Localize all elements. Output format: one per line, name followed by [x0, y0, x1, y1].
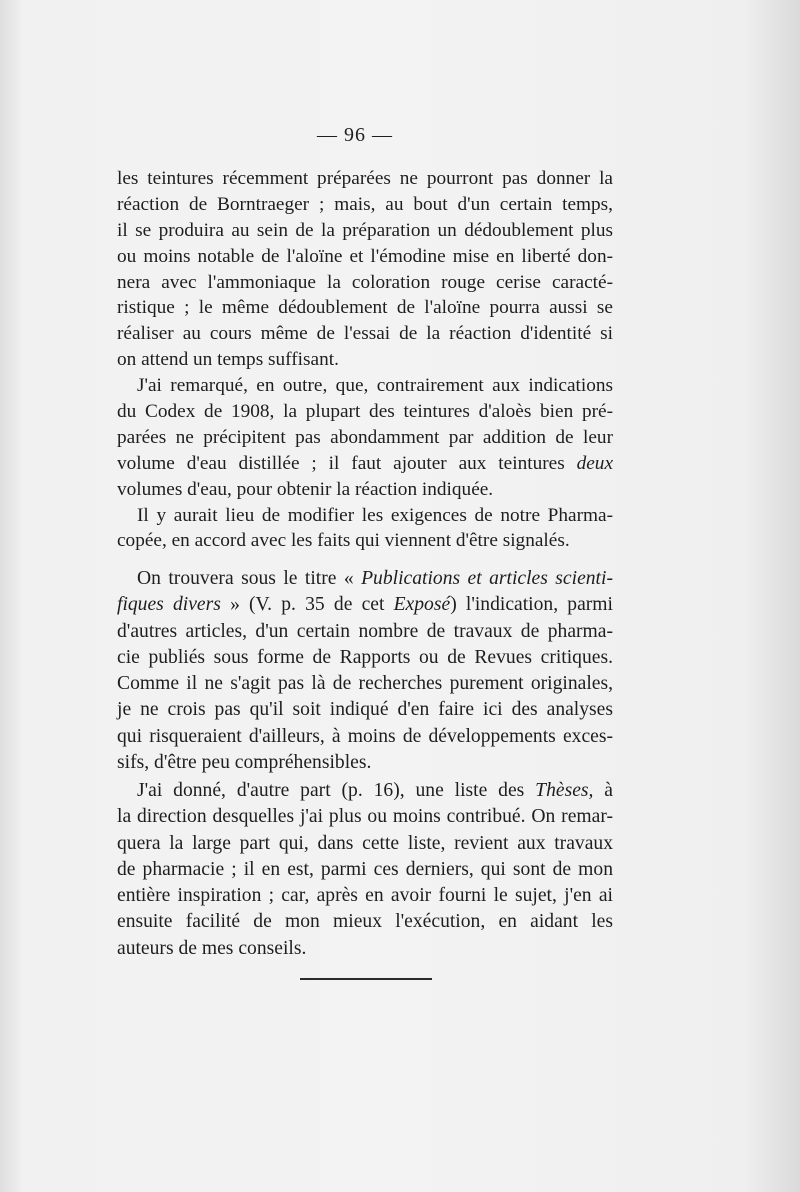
paragraph-1-line: ou moins notable de l'aloïne et l'émodine mise en liberté don- — [117, 245, 613, 267]
paragraph-4-text: » (V. p. 35 de cet — [230, 594, 385, 616]
paragraph-4-line — [117, 566, 613, 592]
paragraph-4-line: d'autres articles, d'un certain nombre de travaux de pharma- — [117, 620, 613, 642]
text-block-top — [117, 166, 613, 554]
paragraph-5-line: auteurs de mes conseils. — [117, 937, 307, 959]
paragraph-2-line — [117, 451, 613, 477]
emphasis-title: fiques divers — [117, 594, 221, 616]
paragraph-2-line: du Codex de 1908, la plupart des teintures d'aloès bien pré- — [117, 401, 613, 423]
paragraph-2-line: volumes d'eau, pour obtenir la réaction indiquée. — [117, 478, 494, 500]
paragraph-5-line: entière inspiration ; car, après en avoir fourni le sujet, j'en ai — [117, 885, 613, 907]
paragraph-4-text: ) l'indication, parmi — [450, 594, 613, 616]
emphasis-title: Publications et articles scienti- — [361, 568, 613, 589]
page-number: — 96 — — [317, 124, 393, 146]
emphasis-theses: Thèses, — [535, 780, 594, 801]
paragraph-5-text: à — [604, 780, 613, 801]
paragraph-5-line — [117, 778, 613, 804]
paragraph-1-line: il se produira au sein de la préparation un dédoublement plus — [117, 219, 613, 241]
paragraph-2-text: volume d'eau distillée ; il faut ajouter aux teintures — [117, 452, 565, 474]
paragraph-5-line: ensuite facilité de mon mieux l'exécution, en aidant les — [117, 911, 613, 933]
text-block-bottom — [117, 778, 613, 962]
paragraph-2-line: J'ai remarqué, en outre, que, contrairement aux indications — [137, 375, 613, 397]
text-block-middle — [117, 566, 613, 776]
paragraph-4-line — [117, 592, 613, 618]
paragraph-1-line: on attend un temps suffisant. — [117, 349, 339, 371]
paragraph-4-line: Comme il ne s'agit pas là de recherches purement originales, — [117, 673, 613, 695]
emphasis-expose: Exposé — [393, 594, 451, 616]
paragraph-3-line: copée, en accord avec les faits qui viennent d'être signalés. — [117, 530, 570, 552]
paragraph-1-line: ristique ; le même dédoublement de l'aloïne pourra aussi se — [117, 297, 613, 319]
paragraph-1-line: réaction de Borntraeger ; mais, au bout d'un certain temps, — [117, 193, 613, 215]
emphasis-deux: deux — [576, 452, 614, 474]
paragraph-1-line: réaliser au cours même de l'essai de la réaction d'identité si — [117, 323, 613, 345]
paragraph-2-line: parées ne précipitent pas abondamment par addition de leur — [117, 426, 613, 448]
paragraph-3-line: Il y aurait lieu de modifier les exigences de notre Pharma- — [137, 504, 613, 526]
paragraph-4-line: sifs, d'être peu compréhensibles. — [117, 752, 372, 774]
paragraph-1-line: nera avec l'ammoniaque la coloration rouge cerise caracté- — [117, 271, 613, 293]
paragraph-4-text: On trouvera sous le titre « — [137, 568, 354, 589]
closing-rule — [300, 978, 432, 980]
paragraph-1-line: les teintures récemment préparées ne pourront pas donner la — [117, 168, 613, 189]
paragraph-5-line: quera la large part qui, dans cette liste, revient aux travaux — [117, 832, 613, 854]
paragraph-4-line: je ne crois pas qu'il soit indiqué d'en faire ici des analyses — [117, 699, 613, 721]
paragraph-4-line: qui risqueraient d'ailleurs, à moins de développements exces- — [117, 725, 613, 747]
paragraph-5-line: la direction desquelles j'ai plus ou moins contribué. On remar- — [117, 806, 613, 828]
paragraph-4-line: cie publiés sous forme de Rapports ou de Revues critiques. — [117, 646, 613, 668]
paragraph-5-line: de pharmacie ; il en est, parmi ces derniers, qui sont de mon — [117, 858, 613, 880]
paragraph-5-text: J'ai donné, d'autre part (p. 16), une liste des — [137, 780, 525, 801]
